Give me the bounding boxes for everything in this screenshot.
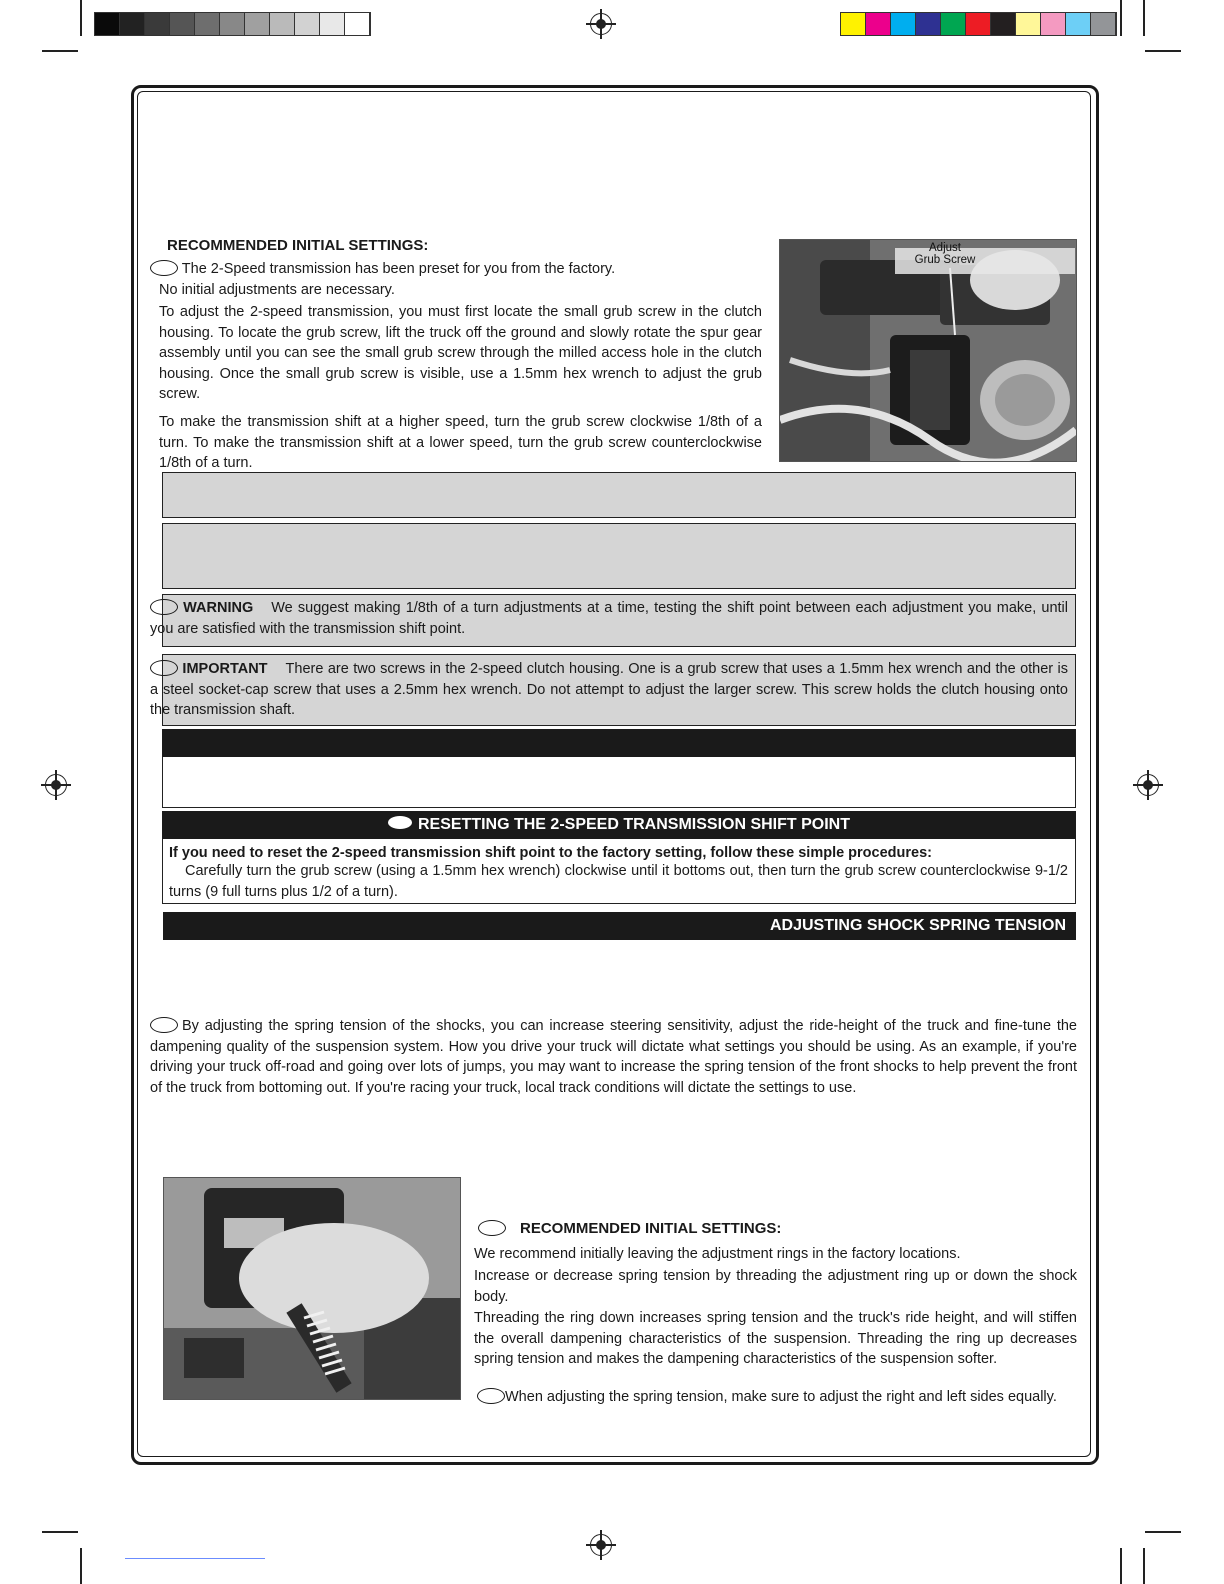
shock-settings-oval-icon [478, 1220, 506, 1236]
blank-white-box [162, 757, 1076, 808]
adjust-paragraph: To adjust the 2-speed transmission, you must first locate the small grub screw in the clutch housing. To locate the grub screw, lift the truck off the ground and slowly rotate the spur gear assembly until you can see the small grub screw through the milled access hole in the clutch housing. Once the small grub screw is visible, use a 1.5mm hex wrench to adjust the grub screw. [159, 304, 762, 402]
warning-label: WARNING [183, 600, 254, 616]
important-oval-icon [150, 660, 178, 676]
crop-mark [1145, 50, 1181, 52]
crop-mark [1120, 0, 1122, 36]
crop-mark [1143, 0, 1145, 36]
warning-text-block [150, 598, 1068, 639]
blank-grey-box [162, 523, 1076, 589]
color-swatch [1091, 13, 1116, 35]
blank-grey-box [162, 472, 1076, 518]
registration-mark-bottom-icon [590, 1534, 612, 1556]
color-swatch [941, 13, 966, 35]
resetting-text: Carefully turn the grub screw (using a 1.5mm hex wrench) clockwise until it bottoms out, then turn the grub screw counterclockwise 9-1/2 turns (9 full turns plus 1/2 of a turn). [169, 863, 1068, 900]
photo-label-adjust: Adjust [929, 242, 961, 254]
crop-mark [42, 1531, 78, 1533]
shock-settings-heading-row [478, 1220, 781, 1238]
gray-swatch [95, 13, 120, 35]
underline-mark [125, 1558, 265, 1559]
gray-swatch [195, 13, 220, 35]
gray-swatch [345, 13, 370, 35]
shock-note-oval-icon [477, 1388, 505, 1404]
shock-line-1: We recommend initially leaving the adjustment rings in the factory locations. [474, 1246, 961, 1262]
warning-oval-icon [150, 599, 178, 615]
important-text: There are two screws in the 2-speed clutch housing. One is a grub screw that uses a 1.5mm hex wrench and the other is a steel socket-cap screw that uses a 2.5mm hex wrench. Do not attempt to adjust the larger screw. This screw holds the clutch housing onto the transmission shaft. [150, 661, 1069, 718]
gray-swatch [170, 13, 195, 35]
crop-mark [80, 0, 82, 36]
gray-swatch [245, 13, 270, 35]
crop-mark [42, 50, 78, 52]
color-swatch [1016, 13, 1041, 35]
grayscale-calibration-bar [94, 12, 371, 36]
resetting-oval-icon [388, 816, 412, 829]
color-swatch [841, 13, 866, 35]
gray-swatch [320, 13, 345, 35]
registration-mark-top-icon [590, 13, 612, 35]
warning-text: We suggest making 1/8th of a turn adjustments at a time, testing the shift point between each adjustment you make, until you are satisfied with the transmission shift point. [150, 600, 1068, 637]
shock-title-bar [163, 912, 1076, 940]
transmission-preset-line [150, 259, 770, 280]
shock-line-4-row [477, 1387, 1082, 1408]
color-swatch [1066, 13, 1091, 35]
color-swatch [891, 13, 916, 35]
blank-black-bar [162, 729, 1076, 757]
gray-swatch [220, 13, 245, 35]
gray-swatch [120, 13, 145, 35]
resetting-title: RESETTING THE 2-SPEED TRANSMISSION SHIFT POINT [417, 816, 851, 833]
shock-line-2: Increase or decrease spring tension by threading the adjustment ring up or down the shock body. [474, 1268, 1077, 1305]
shift-paragraph: To make the transmission shift at a higher speed, turn the grub screw clockwise 1/8th of a turn. To make the transmission shift at a lower speed, turn the grub screw counterclockwise 1/8th of a turn. [159, 414, 762, 471]
registration-mark-right-icon [1137, 774, 1159, 796]
resetting-bold-line: If you need to reset the 2-speed transmission shift point to the factory setting, follow these simple procedures: [169, 845, 932, 861]
crop-mark [80, 1548, 82, 1584]
shock-title: ADJUSTING SHOCK SPRING TENSION [769, 917, 1066, 934]
color-swatch [916, 13, 941, 35]
important-text-block [150, 659, 1068, 721]
color-swatch [866, 13, 891, 35]
color-calibration-bar [840, 12, 1117, 36]
crop-mark [1143, 1548, 1145, 1584]
gray-swatch [145, 13, 170, 35]
crop-mark [1120, 1548, 1122, 1584]
resetting-title-bar [162, 811, 1076, 839]
photo-label-grub-screw: Grub Screw [914, 254, 976, 266]
shock-oval-icon [150, 1017, 178, 1033]
shock-intro-block [150, 1016, 1077, 1098]
preset-text: The 2-Speed transmission has been preset for you from the factory. [181, 261, 616, 277]
shock-line-3: Threading the ring down increases spring tension and the truck's ride height, and will stiffen the overall dampening characteristics of the suspension. Threading the ring up decreases spring tension and makes the dampening characteristics of the suspension softer. [474, 1310, 1077, 1367]
grub-screw-photo [779, 239, 1077, 462]
important-label: IMPORTANT [182, 661, 268, 677]
no-adjust-line: No initial adjustments are necessary. [159, 282, 395, 298]
color-swatch [991, 13, 1016, 35]
shock-spring-photo-illustration [164, 1178, 460, 1399]
grub-screw-photo-illustration [780, 240, 1076, 461]
shock-line-4: When adjusting the spring tension, make sure to adjust the right and left sides equally. [505, 1389, 1057, 1405]
color-swatch [1041, 13, 1066, 35]
note-oval-icon [150, 260, 178, 276]
gray-swatch [295, 13, 320, 35]
transmission-settings-heading: RECOMMENDED INITIAL SETTINGS: [167, 237, 429, 254]
registration-mark-left-icon [45, 774, 67, 796]
gray-swatch [270, 13, 295, 35]
shock-intro-text: By adjusting the spring tension of the shocks, you can increase steering sensitivity, adjust the ride-height of the truck and fine-tune the dampening quality of the suspension system. How you drive your truck will dictate what settings you should be using. As an example, if you're driving your truck off-road and going over lots of jumps, you may want to increase the spring tension of the front shocks to help prevent the front of the truck from bottoming out. If you're racing your truck, local track conditions will dictate the settings to use. [150, 1018, 1077, 1096]
shock-spring-photo [163, 1177, 461, 1400]
crop-mark [1145, 1531, 1181, 1533]
color-swatch [966, 13, 991, 35]
shock-settings-heading: RECOMMENDED INITIAL SETTINGS: [520, 1220, 782, 1237]
